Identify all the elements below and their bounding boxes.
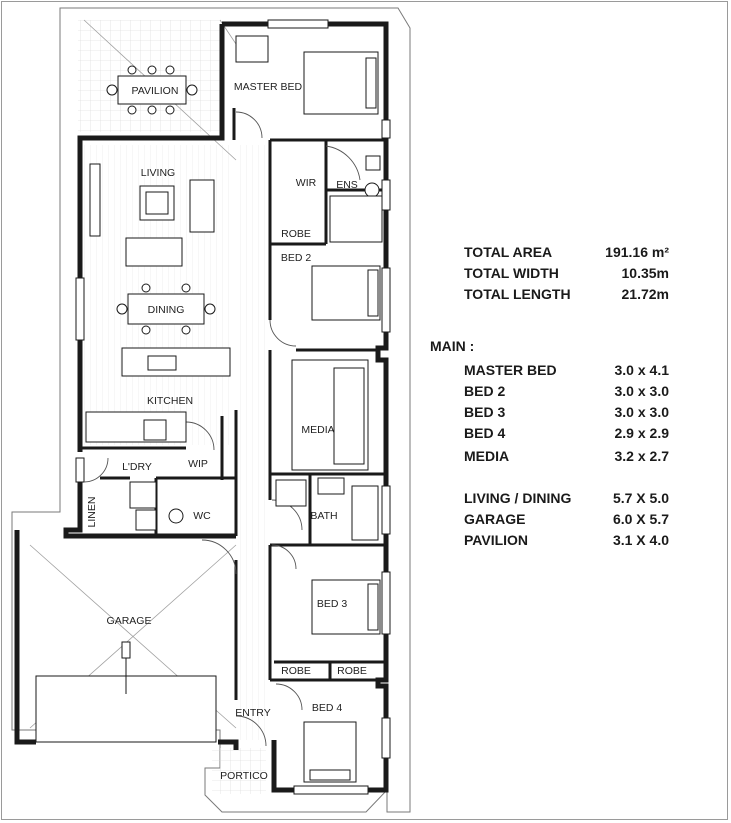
room-label-bed-3: BED 3 (316, 598, 348, 610)
summary-label: TOTAL WIDTH (464, 265, 559, 281)
summary-value: 5.7 X 5.0 (612, 490, 669, 506)
summary-value: 191.16 m² (605, 244, 669, 260)
summary-label: MASTER BED (464, 362, 557, 378)
room-label-wip: WIP (188, 458, 208, 470)
room-label-master-bed: MASTER BED (233, 81, 303, 93)
summary-value: 21.72m (621, 286, 669, 302)
summary-value: 3.2 x 2.7 (614, 448, 669, 464)
summary-value: 10.35m (621, 265, 669, 281)
room-label-media: MEDIA (301, 424, 335, 436)
room-label-wc: WC (193, 510, 211, 522)
room-label-robe-2: ROBE (281, 665, 311, 677)
summary-label: MEDIA (464, 448, 510, 464)
room-label-robe-1: ROBE (281, 228, 311, 240)
room-label-garage: GARAGE (106, 615, 152, 627)
room-label-ldry: L'DRY (122, 461, 152, 473)
summary-value: 2.9 x 2.9 (614, 425, 669, 441)
room-label-wir: WIR (295, 177, 317, 189)
summary-value: 6.0 X 5.7 (612, 511, 669, 527)
room-label-living: LIVING (140, 167, 176, 179)
summary-value: 3.0 x 3.0 (614, 404, 669, 420)
summary-label: TOTAL AREA (464, 244, 553, 260)
summary-value: 3.1 X 4.0 (612, 532, 669, 548)
main-heading: MAIN : (430, 338, 475, 354)
summary-label: BED 4 (464, 425, 506, 441)
room-label-ens: ENS (336, 179, 358, 191)
summary-label: LIVING / DINING (464, 490, 572, 506)
summary-label: BED 3 (464, 404, 506, 420)
room-label-portico: PORTICO (220, 770, 268, 782)
room-label-bath: BATH (310, 510, 338, 522)
room-label-linen: LINEN (86, 496, 98, 528)
hall-floorboards (236, 145, 270, 740)
summary-value: 3.0 x 3.0 (614, 383, 669, 399)
summary-value: 3.0 x 4.1 (614, 362, 669, 378)
room-label-dining: DINING (147, 304, 185, 316)
summary-label: BED 2 (464, 383, 506, 399)
summary-label: TOTAL LENGTH (464, 286, 571, 302)
summary-label: GARAGE (464, 511, 526, 527)
room-label-bed-4: BED 4 (311, 702, 343, 714)
room-label-pavilion: PAVILION (131, 85, 179, 97)
room-label-kitchen: KITCHEN (146, 395, 194, 407)
summary-label: PAVILION (464, 532, 529, 548)
room-label-robe-3: ROBE (337, 665, 367, 677)
room-label-bed-2: BED 2 (280, 252, 312, 264)
room-label-entry: ENTRY (235, 707, 271, 719)
